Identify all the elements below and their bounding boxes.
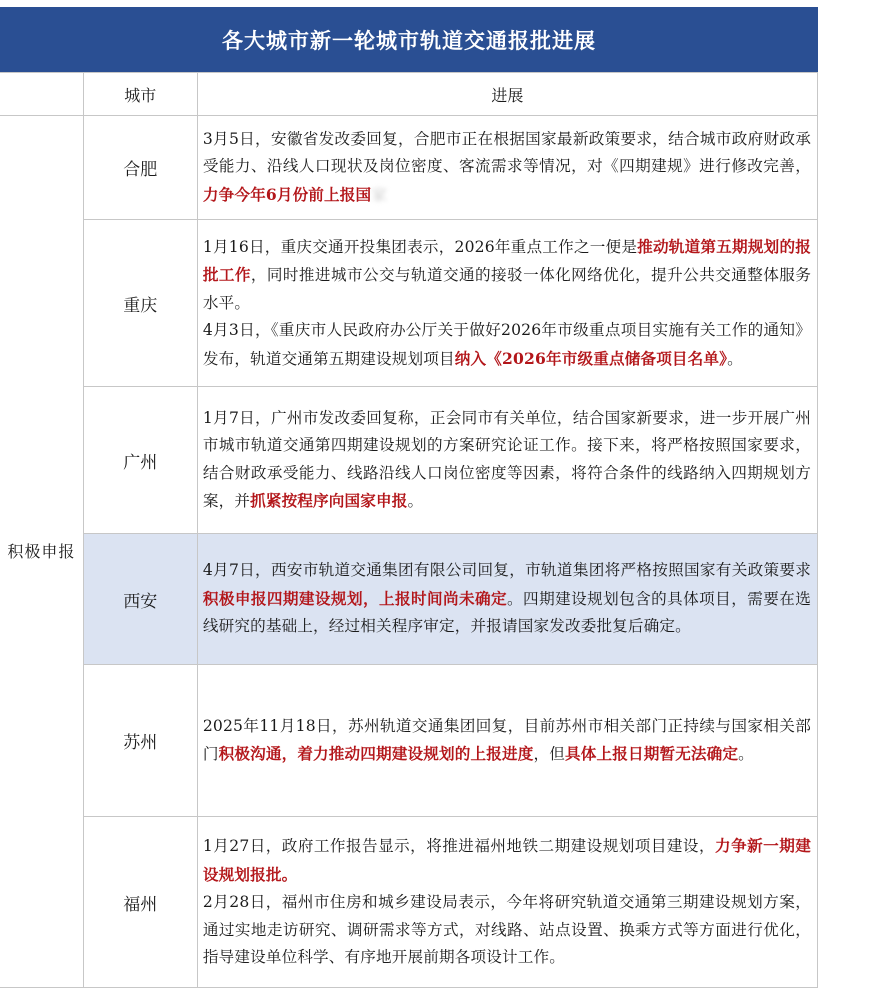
emphasis-text: 力争今年6月份前上报国 bbox=[202, 184, 372, 204]
emphasis-text: 纳入《2026年市级重点储备项目名单》 bbox=[454, 348, 728, 368]
city-cell: 西安 bbox=[83, 534, 197, 665]
table-row-xian bbox=[0, 534, 818, 665]
progress-cell bbox=[197, 534, 817, 665]
body-text: 2月28日，福州市住房和城乡建设局表示，今年将研究轨道交通第三期建设规划方案，通过实地走访研究、调研需求等方式，对线路、站点设置、换乘方式等方面进行优化，指导建设单位科学、有序地开展前期各项设计工作。 bbox=[202, 893, 811, 967]
body-text: 。四期建设规划包含的具体项目，需要在选线研究的基础上，经过相关程序审定，并报请国家发改委批复后确定。 bbox=[202, 589, 811, 636]
table-row-fuzhou bbox=[0, 817, 818, 988]
table-row-suzhou bbox=[0, 665, 818, 817]
progress-paragraph bbox=[203, 832, 811, 889]
progress-paragraph bbox=[203, 317, 811, 373]
body-text: 1月7日，广州市发改委回复称，正会同市有关单位，结合国家新要求，进一步开展广州市城市轨道交通第四期建设规划的方案研究论证工作。接下来，将严格按照国家要求，结合财政承受能力、线路沿线人口岗位密度等因素，将符合条件的线路纳入四期规划方案，并 bbox=[202, 408, 811, 510]
body-text: 4月3日，《重庆市人民政府办公厅关于做好2026年市级重点项目实施有关工作的通知》发布，轨道交通第五期建设规划项目 bbox=[202, 321, 811, 368]
progress-paragraph bbox=[203, 126, 811, 210]
category-cell bbox=[0, 116, 83, 988]
city-cell: 苏州 bbox=[83, 665, 197, 817]
table-row-guangzhou bbox=[0, 387, 818, 534]
progress-cell bbox=[197, 387, 817, 534]
progress-paragraph bbox=[203, 557, 811, 641]
table-row-chongqing bbox=[0, 220, 818, 387]
progress-table bbox=[0, 72, 818, 988]
progress-paragraph bbox=[203, 405, 811, 516]
blurred-text: 家 bbox=[371, 185, 388, 204]
header-row bbox=[0, 73, 818, 116]
city-cell: 合肥 bbox=[83, 116, 197, 220]
category-label: 积极申报 bbox=[7, 542, 76, 561]
progress-cell bbox=[197, 220, 817, 387]
body-text: 。 bbox=[407, 492, 424, 510]
progress-cell bbox=[197, 116, 817, 220]
body-text: 。 bbox=[738, 745, 754, 763]
body-text: 。 bbox=[727, 349, 743, 368]
emphasis-text: 具体上报日期暂无法确定 bbox=[564, 744, 739, 763]
table-row-hefei bbox=[0, 116, 818, 220]
city-cell: 福州 bbox=[83, 817, 197, 988]
progress-paragraph bbox=[203, 233, 811, 318]
emphasis-text: 抓紧按程序向国家申报 bbox=[250, 491, 408, 510]
city-cell: 广州 bbox=[83, 387, 197, 534]
header-progress: 进展 bbox=[197, 73, 817, 116]
progress-cell bbox=[197, 817, 817, 988]
body-text: ，但 bbox=[533, 745, 565, 763]
body-text: 1月27日，政府工作报告显示，将推进福州地铁二期建设规划项目建设， bbox=[202, 837, 716, 856]
header-city: 城市 bbox=[83, 73, 197, 116]
table-title: 各大城市新一轮城市轨道交通报批进展 bbox=[0, 7, 818, 72]
progress-paragraph bbox=[203, 713, 811, 769]
progress-cell bbox=[197, 665, 817, 817]
body-text: 4月7日，西安市轨道交通集团有限公司回复，市轨道集团将严格按照国家有关政策要求 bbox=[202, 561, 811, 580]
emphasis-text: 力争新一期建设规划报批。 bbox=[202, 836, 812, 884]
body-text: ，同时推进城市公交与轨道交通的接驳一体化网络优化，提升公共交通整体服务水平。 bbox=[202, 266, 811, 312]
body-text: 3月5日，安徽省发改委回复，合肥市正在根据国家最新政策要求，结合城市政府财政承受能力、沿线人口现状及岗位密度、客流需求等情况，对《四期建规》进行修改完善， bbox=[202, 129, 811, 176]
emphasis-text: 推动轨道第五期规划的报批工作 bbox=[202, 236, 811, 285]
emphasis-text: 积极申报四期建设规划，上报时间尚未确定 bbox=[202, 588, 508, 608]
city-cell: 重庆 bbox=[83, 220, 197, 387]
progress-paragraph bbox=[203, 889, 811, 972]
emphasis-text: 积极沟通，着力推动四期建设规划的上报进度 bbox=[218, 744, 534, 763]
body-text: 2025年11月18日，苏州轨道交通集团回复，目前苏州市相关部门正持续与国家相关部门 bbox=[202, 716, 811, 763]
body-text: 1月16日，重庆交通开投集团表示，2026年重点工作之一便是 bbox=[202, 237, 638, 256]
header-category bbox=[0, 73, 83, 116]
